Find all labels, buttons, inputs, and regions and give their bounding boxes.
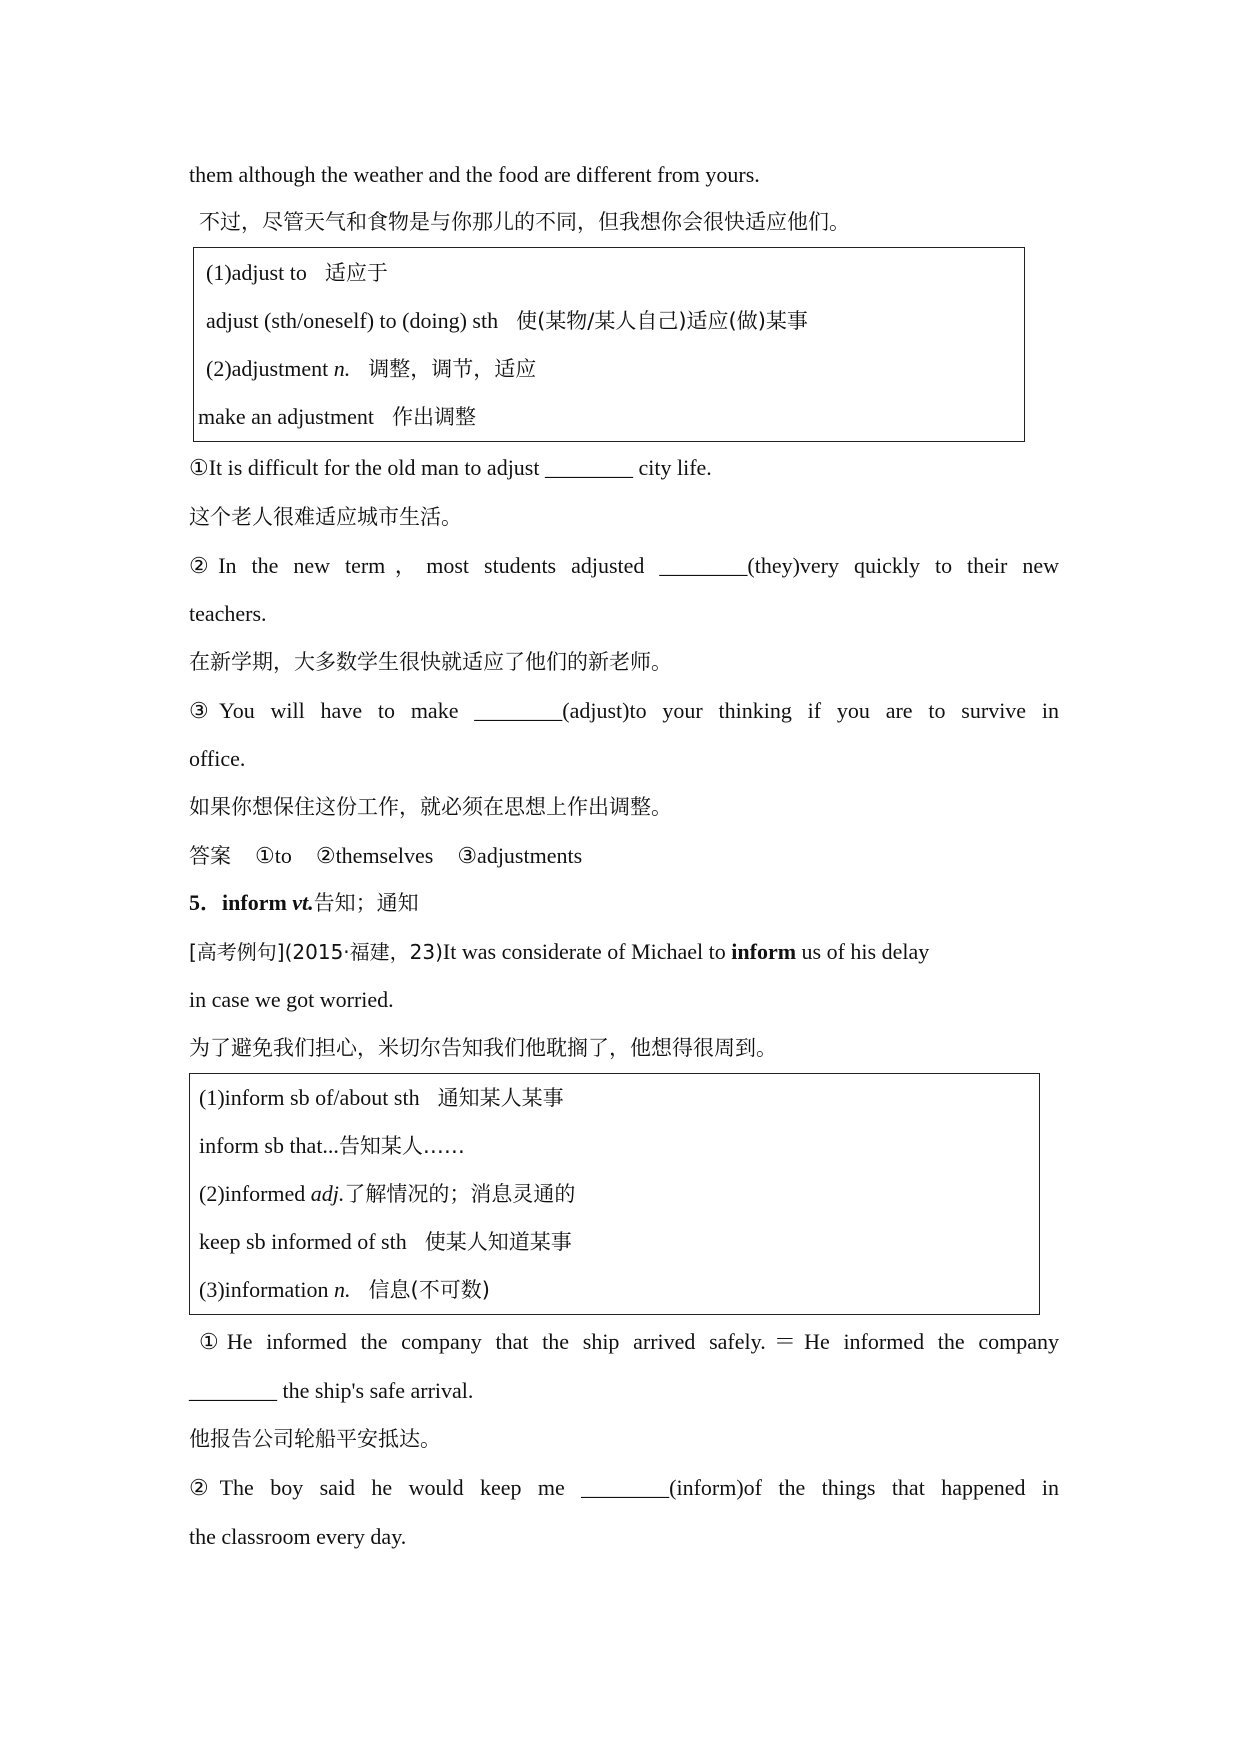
answer-line [189,842,1059,870]
box-row-en: keep sb informed of sth [199,1229,407,1254]
answer-item: ①to [255,843,292,868]
example-text: It was considerate of Michael to [442,939,732,964]
text-line: them although the weather and the food are different from yours. [189,162,760,187]
box-row-en: (1)adjust to [206,260,307,285]
part-of-speech: n. [334,1277,351,1302]
box-row-zh: 适应于 [324,261,388,285]
translation-line: 在新学期，大多数学生很快就适应了他们的新老师。 [189,650,672,674]
translation-line: 为了避免我们担心，米切尔告知我们他耽搁了，他想得很周到。 [189,1036,777,1060]
example-tag: [高考例句](2015·福建，23) [189,940,443,964]
exercise-line: ________ the ship's safe arrival. [189,1378,474,1403]
headword: inform [222,890,287,915]
example-text: us of his delay [796,939,930,964]
part-of-speech: vt. [292,890,314,915]
box-row [199,1276,490,1304]
section-number: 5． [189,890,223,915]
box-row-en: make an adjustment [198,404,374,429]
part-of-speech: n. [333,356,351,381]
box-row [199,1228,572,1256]
box-row [206,259,388,287]
box-row-zh: 调整，调节，适应 [368,357,537,381]
vocab-box-adjust [193,247,1025,442]
example-keyword: inform [731,939,797,964]
answer-item: ③adjustments [457,843,583,868]
answer-label: 答案 [189,844,231,868]
box-row [206,307,808,335]
box-row [199,1132,465,1160]
box-row [199,1084,564,1112]
exercise-line: office. [189,746,246,771]
exercise-line: the classroom every day. [189,1524,407,1549]
exercise-line: ③You will have to make ________(adjust)to your thinking if you are to survive in [189,698,1059,723]
part-of-speech: adj. [310,1181,345,1206]
box-row [198,403,476,431]
translation-line: 他报告公司轮船平安抵达。 [189,1427,441,1451]
box-row-en: (3)information [199,1277,335,1302]
box-row-zh: 作出调整 [391,405,476,429]
headword-meaning: 告知；通知 [313,891,419,915]
box-row-en: inform sb that... [199,1133,339,1158]
exercise-line: ①It is difficult for the old man to adjust ________ city life. [189,455,712,480]
box-row-en: adjust (sth/oneself) to (doing) sth [206,308,499,333]
translation-line: 如果你想保住这份工作，就必须在思想上作出调整。 [189,795,672,819]
example-line: in case we got worried. [189,987,394,1012]
box-row-zh: 了解情况的；消息灵通的 [344,1182,576,1206]
box-row-en: (2)adjustment [206,356,334,381]
exercise-line: ②The boy said he would keep me ________(inform)of the things that happened in [189,1475,1059,1500]
box-row-zh: 使(某物/某人自己)适应(做)某事 [516,309,808,333]
box-row-zh: 通知某人某事 [437,1086,564,1110]
vocab-box-inform [189,1073,1040,1315]
box-row [199,1180,575,1208]
box-row-zh: 告知某人…… [338,1134,465,1158]
answer-item: ②themselves [315,843,434,868]
box-row [206,355,536,383]
box-row-en: (1)inform sb of/about sth [199,1085,420,1110]
exercise-line: teachers. [189,601,267,626]
exercise-line: ①He informed the company that the ship arrived safely.＝He informed the company [199,1329,1059,1354]
box-row-en: (2)informed [199,1181,311,1206]
exercise-line: ②In the new term，most students adjusted ________(they)very quickly to their new [189,553,1059,578]
example-line [189,938,1059,966]
box-row-zh: 使某人知道某事 [424,1230,572,1254]
translation-line: 不过，尽管天气和食物是与你那儿的不同，但我想你会很快适应他们。 [199,210,850,234]
box-row-zh: 信息(不可数) [368,1278,490,1302]
section-heading [189,889,1059,917]
translation-line: 这个老人很难适应城市生活。 [189,505,462,529]
